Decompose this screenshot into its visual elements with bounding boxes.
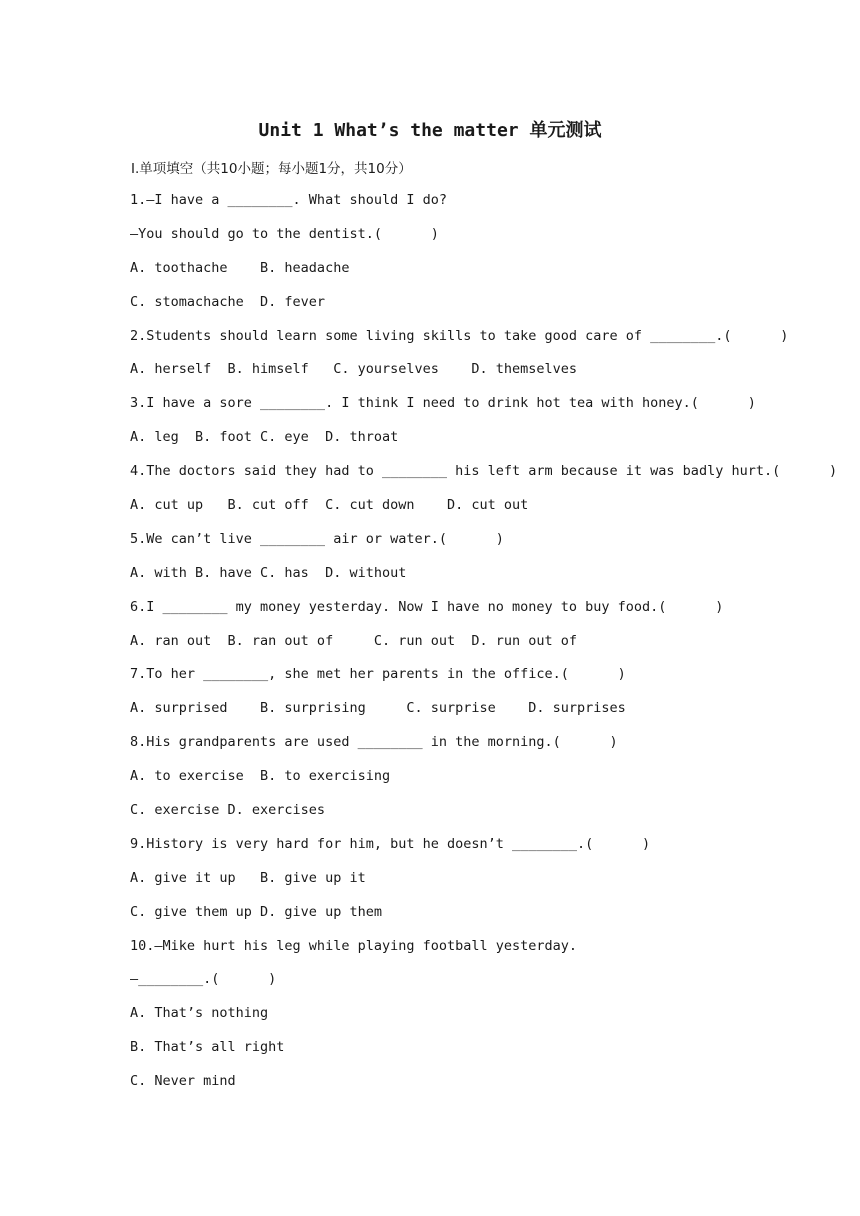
answer-options-line: C. stomachache D. fever [130, 293, 326, 310]
question-stem-line: 3.I have a sore ________. I think I need to drink hot tea with honey.( ) [130, 395, 756, 412]
question-stem-line: 8.His grandparents are used ________ in the morning.( ) [130, 734, 618, 751]
question-stem-line: 5.We can’t live ________ air or water.( ) [130, 530, 504, 547]
answer-options-line: A. That’s nothing [130, 1005, 269, 1022]
question-stem-line: 1.—I have a ________. What should I do? [130, 192, 447, 208]
question-stem-line: 9.History is very hard for him, but he doesn’t ________.( ) [130, 835, 651, 852]
answer-options-line: A. toothache B. headache [130, 259, 350, 276]
question-stem-line: 6.I ________ my money yesterday. Now I have no money to buy food.( ) [130, 598, 724, 615]
answer-options-line: A. herself B. himself C. yourselves D. themselves [130, 361, 578, 378]
answer-options-line: A. with B. have C. has D. without [130, 564, 407, 581]
answer-options-line: C. exercise D. exercises [130, 802, 326, 819]
answer-options-line: A. give it up B. give up it [130, 869, 366, 886]
answer-options-line: C. give them up D. give up them [130, 903, 382, 920]
question-list [130, 190, 838, 1105]
question-stem-line: —________.( ) [130, 971, 277, 988]
answer-options-line: B. That’s all right [130, 1039, 285, 1056]
answer-options-line: C. Never mind [130, 1073, 236, 1090]
question-stem-line: 4.The doctors said they had to ________ his left arm because it was badly hurt.( ) [130, 463, 838, 480]
answer-options-line: A. ran out B. ran out of C. run out D. run out of [130, 632, 578, 649]
question-stem-line: 10.—Mike hurt his leg while playing football yesterday. [130, 937, 578, 954]
question-stem-line: —You should go to the dentist.( ) [130, 225, 439, 242]
question-stem-line: 7.To her ________, she met her parents in the office.( ) [130, 666, 626, 683]
answer-options-line: A. leg B. foot C. eye D. throat [130, 429, 399, 446]
question-stem-line: 2.Students should learn some living skills to take good care of ________.( ) [130, 327, 789, 344]
page-title: Unit 1 What’s the matter 单元测试 [258, 120, 602, 141]
answer-options-line: A. to exercise B. to exercising [130, 768, 391, 785]
section-heading: Ⅰ.单项填空（共10小题；每小题1分，共10分） [131, 161, 412, 177]
answer-options-line: A. cut up B. cut off C. cut down D. cut out [130, 497, 529, 514]
answer-options-line: A. surprised B. surprising C. surprise D. surprises [130, 700, 626, 717]
